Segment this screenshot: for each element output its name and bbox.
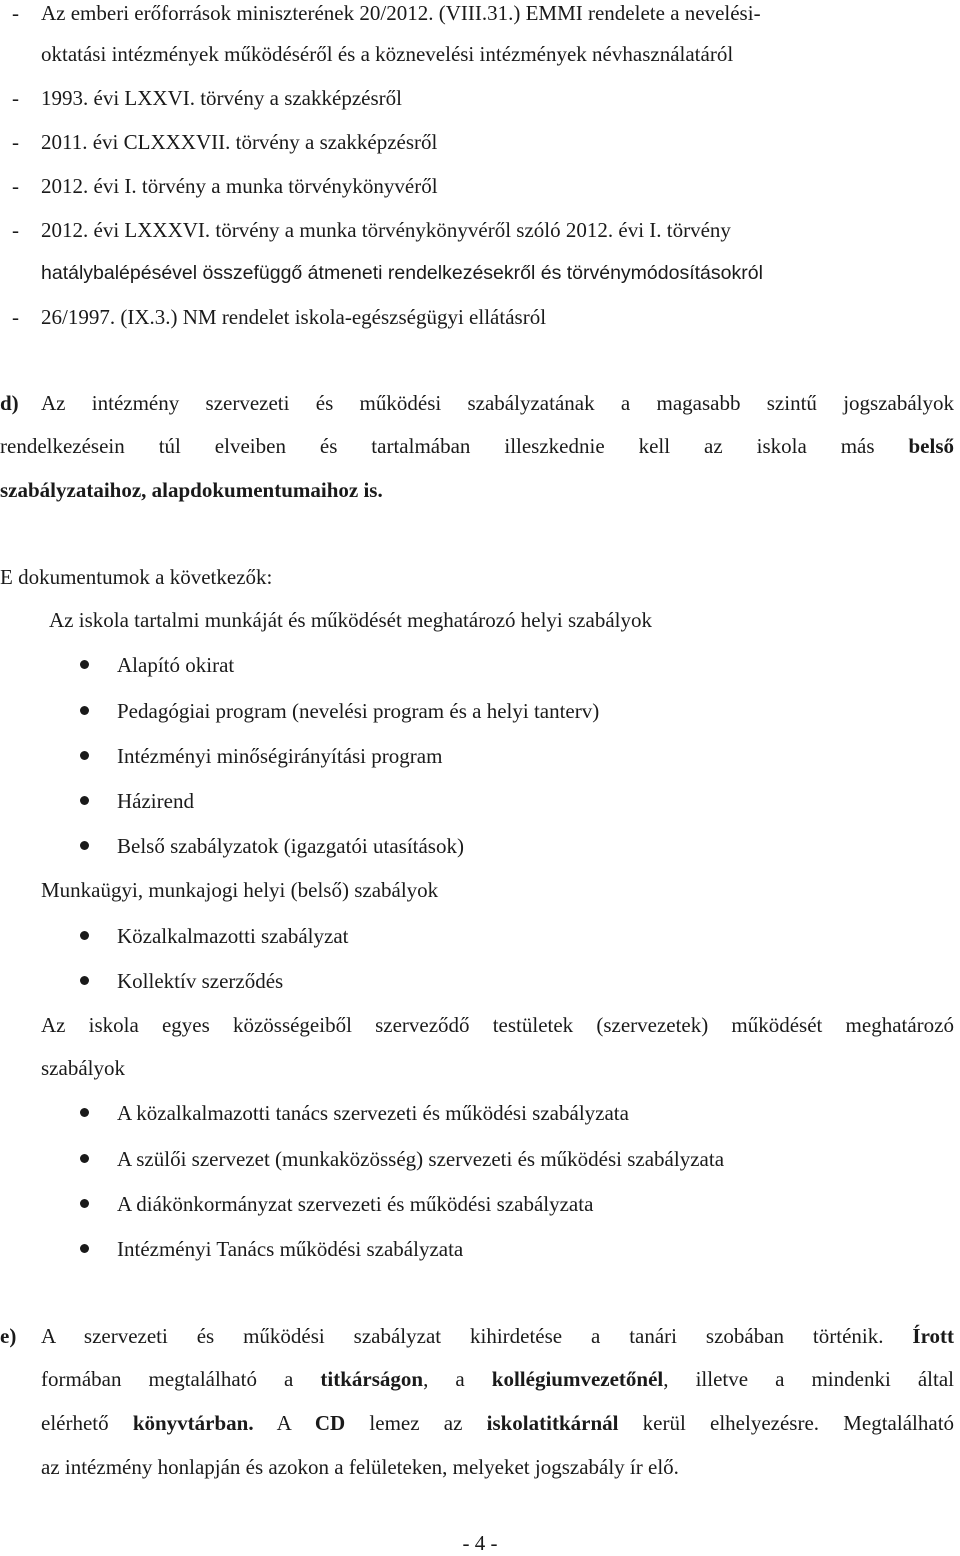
list-item-continuation: oktatási intézmények működéséről és a köznevelési intézmények névhasználatáról — [41, 42, 734, 66]
bullet-icon — [80, 660, 89, 669]
group-heading: Az iskola tartalmi munkáját és működését meghatározó helyi szabályok — [49, 608, 652, 632]
list-item: - 1993. évi LXXVI. törvény a szakképzésről — [12, 86, 402, 110]
bullet-item: A közalkalmazotti tanács szervezeti és működési szabályzata — [117, 1101, 629, 1125]
bullet-item: A diákönkormányzat szervezeti és működési szabályzata — [117, 1192, 594, 1216]
bullet-icon — [80, 1154, 89, 1163]
list-item: - Az emberi erőforrások miniszterének 20/2012. (VIII.31.) EMMI rendelete a nevelési- — [12, 1, 761, 25]
list-item-text: 1993. évi LXXVI. törvény a szakképzésről — [41, 86, 402, 110]
bullet-icon — [80, 751, 89, 760]
section-d-line: Az intézmény szervezeti és működési szabályzatának a magasabb szintű jogszabályok — [41, 391, 954, 415]
bullet-item: Közalkalmazotti szabályzat — [117, 924, 349, 948]
group-heading: Az iskola egyes közösségeiből szerveződő testületek (szervezetek) működését meghatározó — [41, 1013, 954, 1037]
group-heading: szabályok — [41, 1056, 125, 1080]
bullet-item: Belső szabályzatok (igazgatói utasítások) — [117, 834, 464, 858]
bullet-icon — [80, 1199, 89, 1208]
section-e-line: elérhető könyvtárban. A CD lemez az iskolatitkárnál kerül elhelyezésre. Megtalálható — [41, 1411, 955, 1435]
page-number: - 4 - — [462, 1531, 498, 1555]
bullet-item: Intézményi minőségirányítási program — [117, 744, 443, 768]
bullet-item: Alapító okirat — [117, 653, 235, 677]
section-label: e) — [0, 1324, 17, 1348]
section-label: d) — [0, 391, 19, 415]
section-d-line: rendelkezésein túl elveiben és tartalmában illeszkednie kell az iskola más belső — [0, 434, 955, 458]
section-e-line: A szervezeti és működési szabályzat kihirdetése a tanári szobában történik. Írott — [41, 1324, 954, 1348]
bullet-item: A szülői szervezet (munkaközösség) szervezeti és működési szabályzata — [117, 1147, 725, 1171]
bullet-icon — [80, 1244, 89, 1253]
bullet-icon — [80, 706, 89, 715]
bullet-icon — [80, 976, 89, 985]
list-item: - 2011. évi CLXXXVII. törvény a szakképzésről — [12, 130, 438, 154]
list-item-text: 26/1997. (IX.3.) NM rendelet iskola-egészségügyi ellátásról — [41, 305, 547, 329]
section-d-line: szabályzataihoz, alapdokumentumaihoz is. — [0, 478, 383, 502]
bullet-item: Pedagógiai program (nevelési program és a helyi tanterv) — [117, 699, 600, 723]
bullet-icon — [80, 931, 89, 940]
section-e-line: az intézmény honlapján és azokon a felületeken, melyeket jogszabály ír elő. — [41, 1455, 679, 1479]
list-item-continuation: hatálybalépésével összefüggő átmeneti rendelkezésekről és törvénymódosításokról — [41, 262, 763, 284]
list-item-text: 2011. évi CLXXXVII. törvény a szakképzésről — [41, 130, 438, 154]
list-item: - 26/1997. (IX.3.) NM rendelet iskola-egészségügyi ellátásról — [12, 305, 547, 329]
bullet-item: Kollektív szerződés — [117, 969, 284, 993]
bullet-item: Intézményi Tanács működési szabályzata — [117, 1237, 464, 1261]
list-item-text: Az emberi erőforrások miniszterének 20/2012. (VIII.31.) EMMI rendelete a nevelési- — [41, 1, 761, 25]
list-item-text: 2012. évi I. törvény a munka törvénykönyvéről — [41, 174, 438, 198]
list-item: - 2012. évi I. törvény a munka törvénykönyvéről — [12, 174, 438, 198]
bullet-icon — [80, 796, 89, 805]
section-e-line: formában megtalálható a titkárságon, a kollégiumvezetőnél, illetve a mindenki által — [41, 1367, 955, 1391]
bullet-item: Házirend — [117, 789, 194, 813]
bullet-icon — [80, 1108, 89, 1117]
bullet-icon — [80, 841, 89, 850]
list-item-text: 2012. évi LXXXVI. törvény a munka törvénykönyvéről szóló 2012. évi I. törvény — [41, 218, 731, 242]
list-item: - 2012. évi LXXXVI. törvény a munka törvénykönyvéről szóló 2012. évi I. törvény — [12, 218, 731, 242]
documents-intro: E dokumentumok a következők: — [0, 565, 273, 589]
group-heading: Munkaügyi, munkajogi helyi (belső) szabályok — [41, 878, 439, 902]
